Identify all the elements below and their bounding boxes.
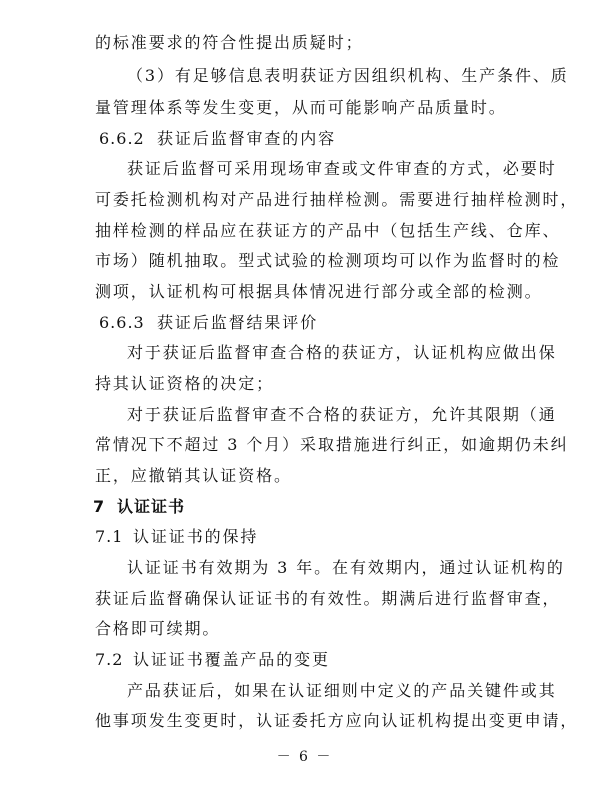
chapter-heading-7 [93, 497, 185, 517]
paragraph-line: 他事项发生变更时，认证委托方应向认证机构提出变更申请， [95, 711, 579, 730]
section-heading-6-6-3 [99, 313, 318, 333]
paragraph-line: 对于获证后监督审查不合格的获证方，允许其限期（通 [127, 405, 557, 424]
paragraph-line: 产品获证后，如果在认证细则中定义的产品关键件或其 [127, 681, 557, 700]
section-number: 6.6.3 [99, 313, 145, 332]
paragraph-line: 正，应撤销其认证资格。 [95, 466, 292, 485]
paragraph-line: 获证后监督确保认证证书的有效性。期满后进行监督审查， [95, 589, 561, 608]
paragraph-line: 测项，认证机构可根据具体情况进行部分或全部的检测。 [95, 282, 543, 301]
chapter-number: 7 [93, 497, 106, 516]
paragraph-line: 获证后监督可采用现场审查或文件审查的方式，必要时 [127, 159, 557, 178]
paragraph-line: 常情况下不超过 3 个月）采取措施进行纠正，如逾期仍未纠 [95, 435, 569, 454]
section-title: 认证证书覆盖产品的变更 [133, 650, 330, 669]
section-heading-6-6-2 [99, 129, 336, 149]
section-number: 6.6.2 [99, 129, 145, 148]
paragraph-line: 认证证书有效期为 3 年。在有效期内，通过认证机构的 [127, 558, 565, 577]
section-title: 获证后监督结果评价 [157, 313, 319, 332]
paragraph-line: 合格即可续期。 [95, 619, 221, 638]
section-heading-7-1 [95, 527, 258, 547]
section-title: 获证后监督审查的内容 [157, 129, 337, 148]
page-number: － 6 － [276, 749, 333, 765]
paragraph-line: 市场）随机抽取。型式试验的检测项均可以作为监督时的检 [95, 251, 561, 270]
section-heading-7-2 [95, 650, 330, 670]
paragraph-line: 量管理体系等发生变更，从而可能影响产品质量时。 [95, 98, 507, 117]
paragraph-line: 可委托检测机构对产品进行抽样检测。需要进行抽样检测时， [95, 190, 579, 209]
section-number: 7.1 [95, 527, 124, 546]
section-title: 认证证书的保持 [133, 527, 259, 546]
paragraph-line: 抽样检测的样品应在获证方的产品中（包括生产线、仓库、 [95, 221, 561, 240]
section-number: 7.2 [95, 650, 124, 669]
paragraph-line: 对于获证后监督审查合格的获证方，认证机构应做出保 [127, 343, 557, 362]
paragraph-line: 持其认证资格的决定； [95, 374, 275, 393]
paragraph-line: 的标准要求的符合性提出质疑时； [95, 33, 364, 52]
paragraph-line: （3）有足够信息表明获证方因组织机构、生产条件、质 [127, 66, 569, 85]
chapter-title: 认证证书 [117, 497, 186, 516]
